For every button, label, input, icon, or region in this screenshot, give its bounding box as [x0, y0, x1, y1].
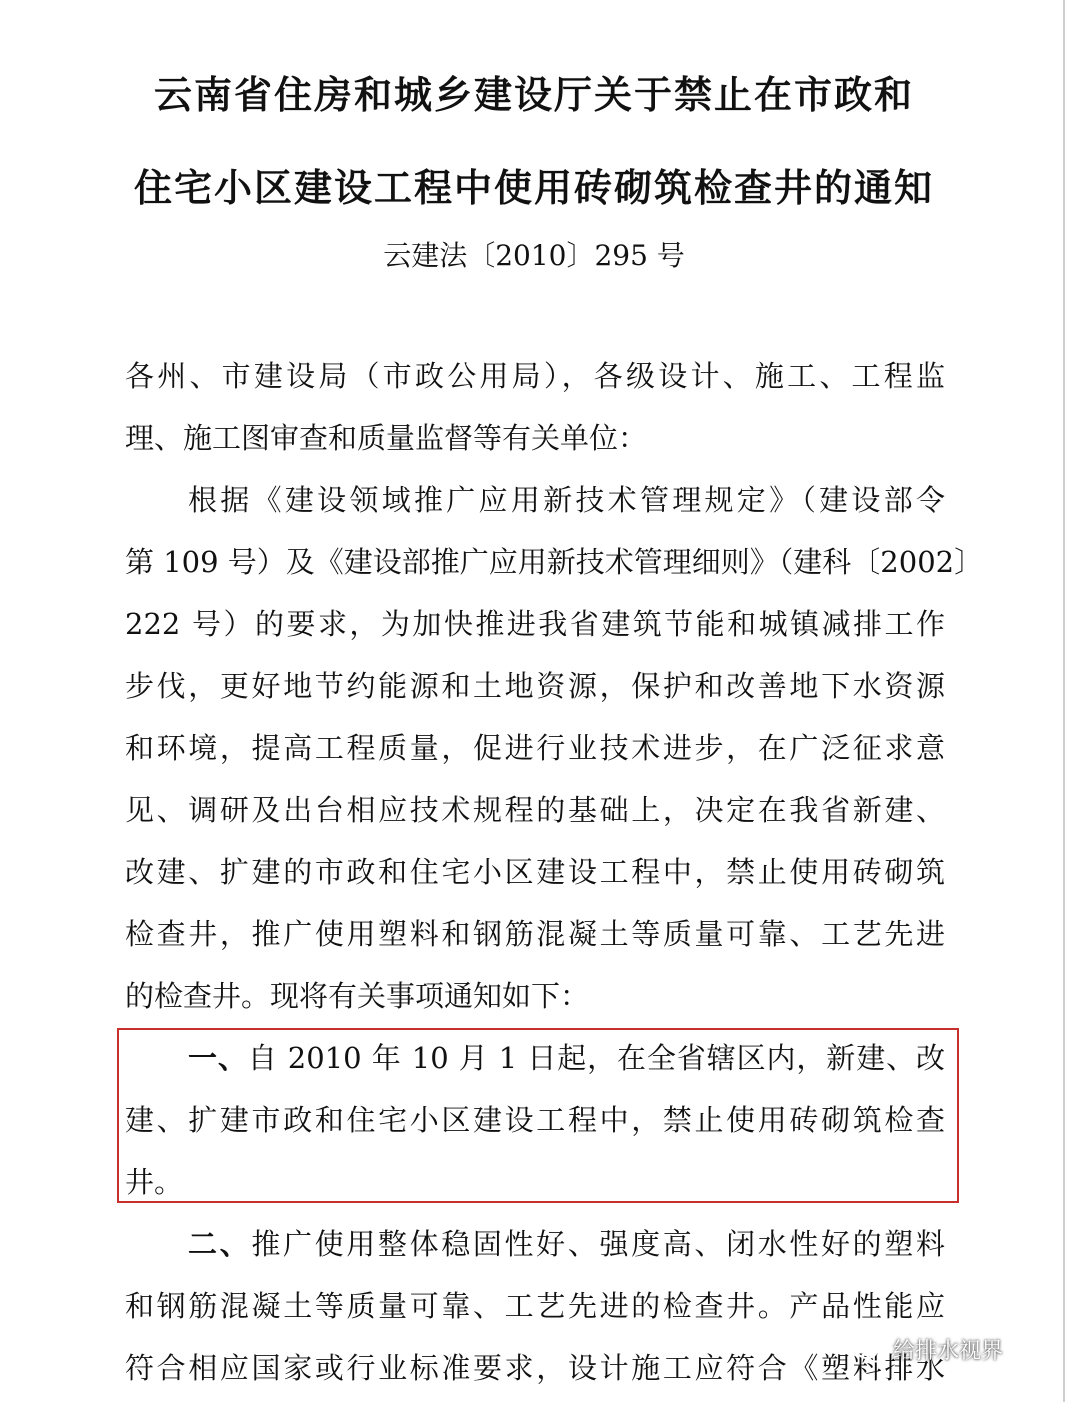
item-one-line: 建、扩建市政和住宅小区建设工程中，禁止使用砖砌筑检查: [125, 1103, 945, 1137]
item-two-text: 推广使用整体稳固性好、强度高、闭水性好的塑料: [251, 1227, 945, 1261]
item-two-number: 二、: [188, 1227, 252, 1261]
body-line: 步伐，更好地节约能源和土地资源，保护和改善地下水资源: [125, 669, 945, 703]
watermark-text: 给排水视界: [893, 1339, 1004, 1364]
salutation-line: 各州、市建设局（市政公用局），各级设计、施工、工程监: [125, 359, 945, 393]
body-line: 改建、扩建的市政和住宅小区建设工程中，禁止使用砖砌筑: [125, 855, 945, 889]
document-number: 云建法〔2010〕295 号: [383, 239, 685, 272]
watermark: [855, 1334, 1003, 1365]
item-one-number: 一、: [188, 1041, 248, 1075]
page-title-line-2: 住宅小区建设工程中使用砖砌筑检查井的通知: [133, 166, 934, 210]
item-two-line: [188, 1224, 945, 1264]
item-two-line: 符合相应国家或行业标准要求，设计施工应符合《塑料排水: [125, 1351, 945, 1385]
item-two-line: 和钢筋混凝土等质量可靠、工艺先进的检查井。产品性能应: [125, 1289, 945, 1323]
item-one-line: 井。: [125, 1165, 184, 1199]
body-line: 第 109 号）及《建设部推广应用新技术管理细则》（建科〔2002〕: [125, 545, 984, 579]
body-line: 和环境，提高工程质量，促进行业技术进步，在广泛征求意: [125, 731, 945, 765]
salutation-line: 理、施工图审查和质量监督等有关单位：: [125, 421, 648, 455]
body-line: 222 号）的要求，为加快推进我省建筑节能和城镇减排工作: [125, 607, 945, 641]
body-line: 的检查井。现将有关事项通知如下：: [125, 979, 590, 1013]
item-one-text: 自 2010 年 10 月 1 日起，在全省辖区内，新建、改: [247, 1041, 945, 1075]
body-line: 检查井，推广使用塑料和钢筋混凝土等质量可靠、工艺先进: [125, 917, 945, 951]
body-line: 根据《建设领域推广应用新技术管理规定》（建设部令: [188, 483, 945, 517]
wechat-icon: [855, 1340, 887, 1364]
body-line: 见、调研及出台相应技术规程的基础上，决定在我省新建、: [125, 793, 945, 827]
item-one-line: [188, 1038, 945, 1078]
page-title-line-1: 云南省住房和城乡建设厅关于禁止在市政和: [153, 73, 914, 117]
